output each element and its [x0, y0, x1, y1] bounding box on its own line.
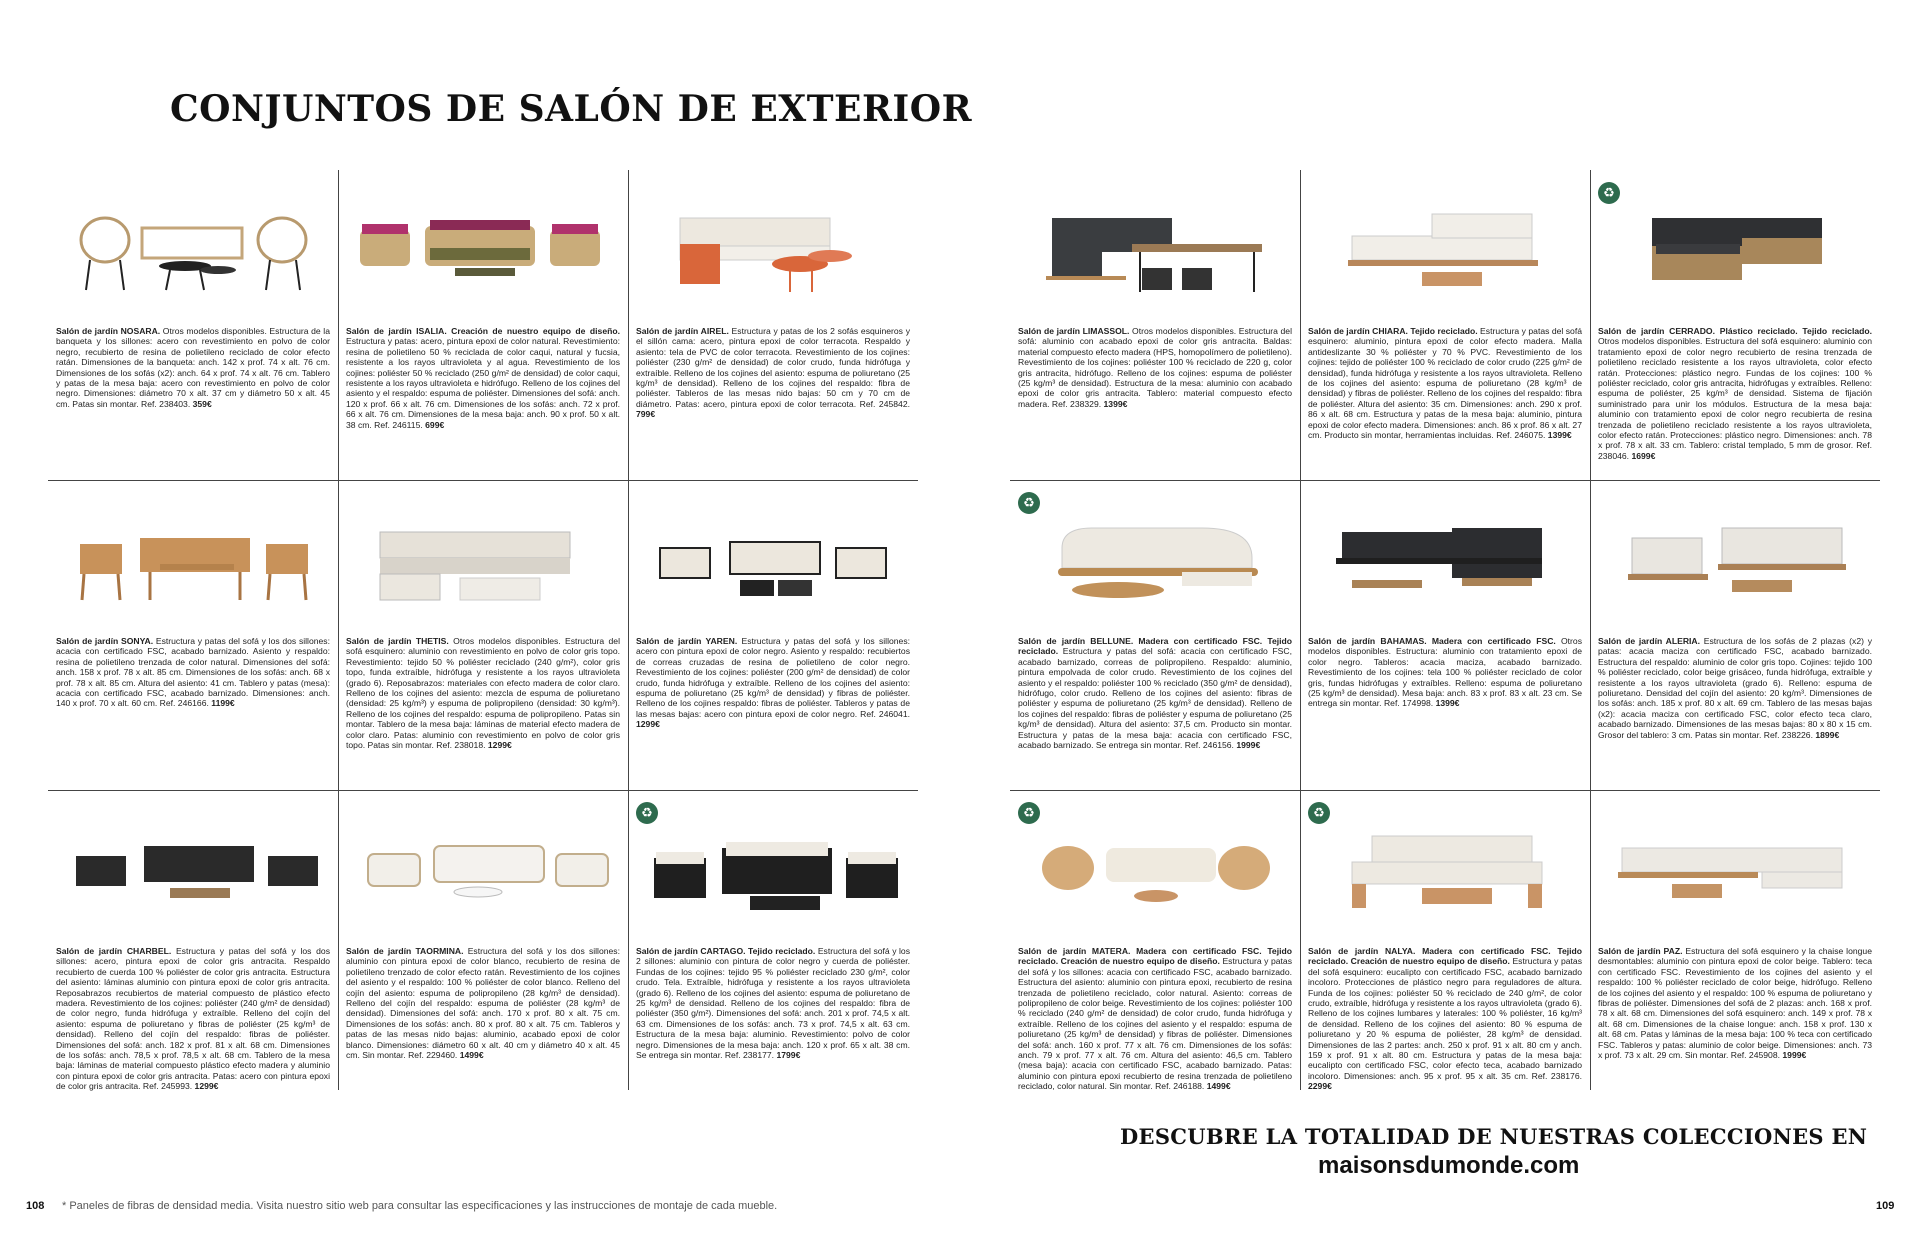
product-image	[60, 818, 326, 918]
page-number-left: 108	[26, 1200, 45, 1212]
product-card[interactable]	[1590, 480, 1880, 790]
product-card[interactable]	[1590, 170, 1880, 480]
fsc-leaf-icon: ♻	[1598, 182, 1620, 204]
product-description: Salón de jardín TAORMINA. Estructura del sofá y los dos sillones: aluminio con pintura epoxi de color blanco, recubierto de resina de polietileno trenzado de color efecto ratán. Revestimiento de los cojines del asiento y el respaldo: 100 % poliéster de color blanco. Relleno del cojín del asiento: espuma de polipropileno (28 kg/m³ de densidad). Relleno del cojín del respaldo: espuma de poliéster (28 kg/m³ de densidad). Dimensiones del sofá: anch. 170 x prof. 80 x alt. 75 cm. Dimensiones de los sofás: anch. 80 x prof. 80 x alt. 75 cm. Tableros y patas de las mesas nido bajas: aluminio, acabado epoxi de color blanco. Dimensiones: diámetro 60 x alt. 40 cm y diámetro 40 x alt. 45 cm. Sin montar. Ref. 229460. 1499€	[346, 946, 620, 1061]
product-description: Salón de jardín NOSARA. Otros modelos disponibles. Estructura de la banqueta y los sillones: acero con revestimiento en polvo de color negro, recubierto de resina de polietileno reciclado de color efecto ratán. Dimensiones de la banqueta: anch. 142 x prof. 74 x alt. 76 cm. Dimensiones de los sofás (x2): anch. 64 x prof. 74 x alt. 76 cm. Tablero y patas de la mesa baja: acero con revestimiento en polvo de color negro. Dimensiones: diámetro 70 x alt. 37 cm y diámetro 50 x alt. 45 cm. Patas sin montar. Ref. 238403. 359€	[56, 326, 330, 409]
product-image	[1312, 508, 1578, 608]
product-description: Salón de jardín CERRADO. Plástico reciclado. Tejido reciclado. Otros modelos disponibles. Estructura del sofá esquinero: aluminio con tratamiento epoxi de color negro recubierto de resina trenzada de polietileno reciclado resistente a los rayos ultravioleta, color efecto ratán. Protecciones: plástico negro. Fundas de los cojines: 100 % poliéster reciclado, color gris antracita, hidrófugas y extraíbles. Relleno: espuma de poliéster, 25 kg/m³ de densidad. Sistema de fijación suministrado para unir los módulos. Estructura de la mesa baja: aluminio con tratamiento epoxi de color negro recubierta de resina trenzada de polietileno reciclado resistente a los rayos ultravioleta, color efecto ratán. Protecciones: plástico negro. Dimensiones: anch. 78 x prof. 78 x alt. 33 cm. Tablero: cristal templado, 5 mm de grosor. Ref. 238046. 1699€	[1598, 326, 1872, 461]
left-page-grid	[48, 170, 918, 1100]
product-card[interactable]	[628, 790, 918, 1100]
product-description: Salón de jardín PAZ. Estructura del sofá esquinero y la chaise longue desmontables: aluminio con pintura epoxi de color beige. Tablero: teca con certificado FSC. Revestimiento de los cojines del asiento y el respaldo: 100 % poliéster reciclado de color beige, hidrófugo. Relleno de los cojines del asiento y el respaldo: 100 % espuma de poliuretano y fibras de poliéster. Dimensiones del sofá de 2 plazas: anch. 168 x prof. 78 x alt. 68 cm. Dimensiones del sofá esquinero: anch. 149 x prof. 78 x alt. 68 cm. Dimensiones de la chaise longue: anch. 158 x prof. 130 x alt. 68 cm. Patas y láminas de la mesa baja: 100 % teca con certificado FSC. Tableros y patas: aluminio de color beige. Dimensiones: anch. 73 x prof. 73 x alt. 29 cm. Sin montar. Ref. 245908. 1999€	[1598, 946, 1872, 1061]
product-description: Salón de jardín SONYA. Estructura y patas del sofá y los dos sillones: acacia con certificado FSC, acabado barnizado. Asiento y respaldo: resina de polietileno trenzada de color natural. Dimensiones del sofá: anch. 158 x prof. 78 x alt. 85 cm. Dimensiones de los sofás: anch. 68 x prof. 78 x alt. 85 cm. Altura del asiento: 41 cm. Tablero y patas (mesa): acacia con certificado FSC, acabado barnizado. Dimensiones: anch. 140 x prof. 70 x alt. 60 cm. Ref. 246166. 1199€	[56, 636, 330, 709]
fsc-leaf-icon: ♻	[636, 802, 658, 824]
product-card[interactable]	[1300, 790, 1590, 1100]
page-number-right: 109	[1876, 1200, 1895, 1212]
collections-cta: DESCUBRE LA TOTALIDAD DE NUESTRAS COLECCIONES EN	[1120, 1124, 1868, 1149]
product-image	[1022, 818, 1288, 918]
fsc-leaf-icon: ♻	[1018, 492, 1040, 514]
product-image	[1022, 198, 1288, 298]
page-title: CONJUNTOS DE SALÓN DE EXTERIOR	[170, 88, 972, 130]
product-image	[1602, 818, 1868, 918]
fsc-leaf-icon: ♻	[1018, 802, 1040, 824]
product-description: Salón de jardín AIREL. Estructura y patas de los 2 sofás esquineros y el sillón cama: acero, pintura epoxi de color terracota. Respaldo y asiento: tela de PVC de color terracota. Revestimiento de los cojines: poliéster (230 g/m² de densidad) de color crudo, funda hidrófuga y extraíble. Relleno de los cojines del asiento: espuma de poliuretano (25 kg/m³ de densidad). Relleno de los cojines del respaldo: fibra de poliéster. Tableros de las mesas nido bajas: 50 cm y 70 cm de diámetro. Patas: acero, pintura epoxi de color terracota. Ref. 245842. 799€	[636, 326, 910, 420]
product-card[interactable]	[48, 480, 338, 790]
product-card[interactable]	[1590, 790, 1880, 1100]
product-image	[350, 818, 616, 918]
product-description: Salón de jardín CARTAGO. Tejido reciclado. Estructura del sofá y los 2 sillones: aluminio con pintura de color negro y cuerda de poliéster. Fundas de los cojines: tejido 95 % poliéster reciclado 230 g/m², color crudo. Tela. Extraíble, hidrófuga y resistente a los rayos ultravioleta (grado 6). Relleno de los cojines del asiento: espuma de poliuretano de 25 kg/m³ de densidad. Relleno de los cojines del respaldo: fibra de poliéster (350 g/m²). Dimensiones del sofá: anch. 201 x prof. 74,5 x alt. 63 cm. Dimensiones de los sofás: anch. 73 x prof. 74,5 x alt. 63 cm. Estructura de la mesa baja: aluminio. Revestimiento: polvo de color negro. Dimensiones de la mesa baja: anch. 120 x prof. 65 x alt. 38 cm. Se entrega sin montar. Ref. 238177. 1799€	[636, 946, 910, 1061]
product-image	[1312, 818, 1578, 918]
product-card[interactable]	[338, 480, 628, 790]
product-image	[640, 198, 906, 298]
product-image	[350, 198, 616, 298]
product-card[interactable]	[1300, 480, 1590, 790]
website-link[interactable]: maisonsdumonde.com	[1318, 1152, 1580, 1179]
product-description: Salón de jardín ALERIA. Estructura de los sofás de 2 plazas (x2) y patas: acacia maciza con certificado FSC, acabado barnizado. Estructura del respaldo: aluminio de color gris topo. Cojines: tejido 100 % poliéster reciclado, color beige grisáceo, funda hidrófuga, extraíble y resistente a los rayos ultravioleta (grado 6). Relleno: espuma de poliuretano. Densidad del cojín del asiento: 20 kg/m³. Dimensiones de los sofás: anch. 185 x prof. 80 x alt. 69 cm. Tablero de las mesas bajas (x2): acacia maciza con certificado FSC, color efecto teca claro, acabado barnizado. Dimensiones de las mesas bajas: 80 x 80 x 15 cm. Grosor del tablero: 3 cm. Patas sin montar. Ref. 238226. 1899€	[1598, 636, 1872, 740]
product-card[interactable]	[338, 170, 628, 480]
product-image	[1602, 508, 1868, 608]
product-image	[60, 508, 326, 608]
product-image	[640, 818, 906, 918]
product-image	[350, 508, 616, 608]
product-description: Salón de jardín THETIS. Otros modelos disponibles. Estructura del sofá esquinero: aluminio con revestimiento en polvo de color gris topo. Revestimiento: tejido 50 % poliéster reciclado (240 g/m²), color gris topo, funda extraíble, hidrófuga y resistente a los rayos ultravioleta (grado 6). Reposabrazos: materiales con efecto madera de color claro. Relleno de los cojines del asiento: mezcla de espuma de poliuretano (densidad: 25 kg/m³) y espuma de polipropileno (densidad: 30 kg/m³). Relleno de los cojines del respaldo: espuma de polipropileno. Patas sin montar. Tablero de la mesa baja: láminas de material efecto madera de color claro. Patas: aluminio con revestimiento en polvo de color gris topo. Patas sin montar. Ref. 238018. 1299€	[346, 636, 621, 751]
product-card[interactable]	[628, 480, 918, 790]
product-image	[1312, 198, 1578, 298]
product-description: Salón de jardín NALYA. Madera con certificado FSC. Tejido reciclado. Creación de nuestro equipo de diseño. Estructura y patas del sofá esquinero: eucalipto con certificado FSC, acabado barnizado incoloro. Protecciones de plástico negro para reguladores de altura. Funda de los cojines: poliéster 50 % reciclado de 240 g/m², de color crudo, extraíble, hidrófuga y resistente a los rayos ultravioleta (grado 6). Relleno de los cojines lumbares y laterales: 100 % poliéster, 16 kg/m³ de densidad. Relleno de los cojines del asiento: 80 % espuma de poliuretano y 20 % espuma de poliéster, 28 kg/m³ de densidad. Dimensiones de las 2 partes: anch. 250 x prof. 91 x alt. 80 cm y anch. 159 x prof. 91 x alt. 80 cm. Estructura y patas de la mesa baja: eucalipto con certificado FSC, color efecto teca, acabado barnizado incoloro. Dimensiones: anch. 95 x prof. 95 x alt. 35 cm. Ref. 238176. 2299€	[1308, 946, 1582, 1092]
product-description: Salón de jardín YAREN. Estructura y patas del sofá y los sillones: acero con pintura epoxi de color negro. Asiento y respaldo: recubiertos de correas cruzadas de resina de polietileno de color negro. Revestimiento de los cojines: poliéster (200 g/m² de densidad) de color crudo, funda hidrófuga y extraíble. Relleno de los cojines del asiento: espuma de poliuretano (25 kg/m³ de densidad) y fibras de poliéster. Relleno de los cojines respaldo: fibras de poliéster. Tableros y patas de las mesas bajas: acero con pintura epoxi de color negro. Ref. 246041. 1299€	[636, 636, 910, 730]
product-image	[1602, 198, 1868, 298]
product-description: Salón de jardín CHIARA. Tejido reciclado. Estructura y patas del sofá esquinero: aluminio, pintura epoxi de color efecto madera. Malla antideslizante 30 % poliéster y 70 % PVC. Revestimiento de los cojines: tejido de poliéster 100 % reciclado de color crudo (225 g/m² de densidad), funda hidrófuga y resistente a los rayos ultravioleta. Relleno de los cojines del asiento: espuma de poliuretano (28 kg/m³ de densidad) y fibras de poliéster. Relleno de los cojines del respaldo: fibra de poliéster. Altura del asiento: 35 cm. Dimensiones: anch. 290 x prof. 86 x alt. 68 cm. Estructura y patas de la mesa baja: aluminio, pintura epoxi de color efecto madera. Dimensiones: anch. 86 x prof. 86 x alt. 27 cm. Producto sin montar, herramientas incluidas. Ref. 246075. 1399€	[1308, 326, 1582, 441]
product-card[interactable]	[628, 170, 918, 480]
fsc-leaf-icon: ♻	[1308, 802, 1330, 824]
product-card[interactable]	[1010, 790, 1300, 1100]
product-card[interactable]	[1010, 170, 1300, 480]
product-card[interactable]	[338, 790, 628, 1100]
product-description: Salón de jardín MATERA. Madera con certificado FSC. Tejido reciclado. Creación de nuestro equipo de diseño. Estructura y patas del sofá y los sillones: acacia con certificado FSC, acabado barnizado. Estructura del asiento: aluminio con pintura epoxi, recubierto de resina trenzada de polietileno reciclado, color natural. Asiento: correas de polipropileno de color beige. Revestimiento de los cojines: poliéster 100 % reciclado (240 g/m² de densidad) de color crudo, funda hidrófuga y extraíble. Relleno de los cojines del asiento y el respaldo: espuma de poliuretano (25 kg/m³ de densidad) y fibras de poliéster. Dimensiones del sofá: anch. 160 x prof. 77 x alt. 76 cm. Dimensiones de los sofás: anch. 79 x prof. 77 x alt. 76 cm. Altura del asiento: 46,5 cm. Tablero (mesa baja): acacia con certificado FSC, acabado barnizado. Patas: aluminio con pintura epoxi recubierto de resina trenzada de polietileno reciclado, color natural. Sin montar. Ref. 246188. 1499€	[1018, 946, 1292, 1092]
product-card[interactable]	[48, 790, 338, 1100]
right-page-grid	[1010, 170, 1880, 1100]
product-card[interactable]	[1010, 480, 1300, 790]
product-card[interactable]	[48, 170, 338, 480]
product-image	[60, 198, 326, 298]
product-description: Salón de jardín BELLUNE. Madera con certificado FSC. Tejido reciclado. Estructura y patas del sofá: acacia con certificado FSC, acabado barnizado, correas de polipropileno. Respaldo: aluminio, pintura empolvada de color crudo. Revestimiento de los cojines del asiento y el respaldo: poliéster 100 % reciclado (350 g/m² de densidad), hidrófugo, color crudo. Relleno de los cojines del asiento: fibras de poliéster y espuma de poliuretano (25 kg/m³ de densidad). Relleno de los cojines del respaldo: fibras de poliéster y espuma de poliuretano (25 kg/m³ de densidad). Altura del asiento: 37,5 cm. Producto sin montar. Estructura y patas de la mesa baja: acacia con certificado FSC, acabado barnizado. Se entrega sin montar. Ref. 246156. 1999€	[1018, 636, 1292, 751]
product-description: Salón de jardín ISALIA. Creación de nuestro equipo de diseño. Estructura y patas: acero, pintura epoxi de color natural. Revestimiento: resina de polietileno 50 % reciclada de color caqui, natural y fucsia, resistente a los rayos ultravioleta y al agua. Revestimiento de los cojines: poliéster 50 % reciclado (250 g/m² de densidad) de color caqui, resistente a los rayos ultravioleta e hidrófugo. Relleno de los cojines del asiento y el respaldo: espuma de poliéster. Dimensiones del sofá: anch. 120 x prof. 66 x alt. 76 cm. Dimensiones de los sofás: anch. 72 x prof. 66 x alt. 76 cm. Dimensiones de la mesa baja: anch. 90 x prof. 50 x alt. 38 cm. Ref. 246115. 699€	[346, 326, 620, 430]
product-description: Salón de jardín LIMASSOL. Otros modelos disponibles. Estructura del sofá: aluminio con acabado epoxi de color gris antracita. Baldas: material compuesto efecto madera (HPS, homopolímero de polietileno). Revestimiento de los cojines: poliéster 100 % reciclado de 220 g, color gris antracita, hidrófugo. Relleno de los cojines: espuma de poliéster (25 kg/m³ de densidad). Estructura de la mesa: aluminio con acabado epoxi de color gris antracita. Tablero: material compuesto efecto madera. Ref. 238329. 1399€	[1018, 326, 1292, 409]
product-card[interactable]	[1300, 170, 1590, 480]
product-description: Salón de jardín BAHAMAS. Madera con certificado FSC. Otros modelos disponibles. Estructura: aluminio con tratamiento epoxi de color negro. Tableros: acacia maciza, acabado barnizado. Revestimiento de los cojines: tela 100 % poliéster reciclado de color gris, fundas hidrófugas y extraíbles. Relleno: espuma de poliuretano (25 kg/m³ de densidad). Mesa baja: anch. 83 x prof. 83 x alt. 23 cm. Se entrega sin montar. Ref. 174998. 1399€	[1308, 636, 1582, 709]
product-image	[1022, 508, 1288, 608]
product-description: Salón de jardín CHARBEL. Estructura y patas del sofá y los dos sillones: acero, pintura epoxi de color gris antracita. Respaldo recubierto de cuerda 100 % poliéster de color gris antracita. Estructura del asiento: láminas aluminio con pintura epoxi de color gris antracita. Reposabrazos recubiertos de material compuesto de plástico efecto madera. Revestimiento de los cojines: poliéster (240 g/m² de densidad) de color negro, funda hidrófuga y extraíble. Relleno del cojín del asiento: espuma de poliuretano y fibras de poliéster (25 kg/m³ de densidad). Relleno del cojín del respaldo: fibras de poliéster. Dimensiones del sofá: anch. 182 x prof. 81 x alt. 68 cm. Dimensiones de los sofás: anch. 78,5 x prof. 78,5 x alt. 68 cm. Tablero de la mesa baja: láminas de material compuesto plástico efecto madera y aluminio con pintura epoxi de color gris antracita. Patas: acero con pintura epoxi de color gris antracita. Ref. 245993. 1299€	[56, 946, 331, 1092]
product-image	[640, 508, 906, 608]
footnote: * Paneles de fibras de densidad media. Visita nuestro sitio web para consultar las especificaciones y las instrucciones de montaje de cada mueble.	[62, 1200, 778, 1212]
